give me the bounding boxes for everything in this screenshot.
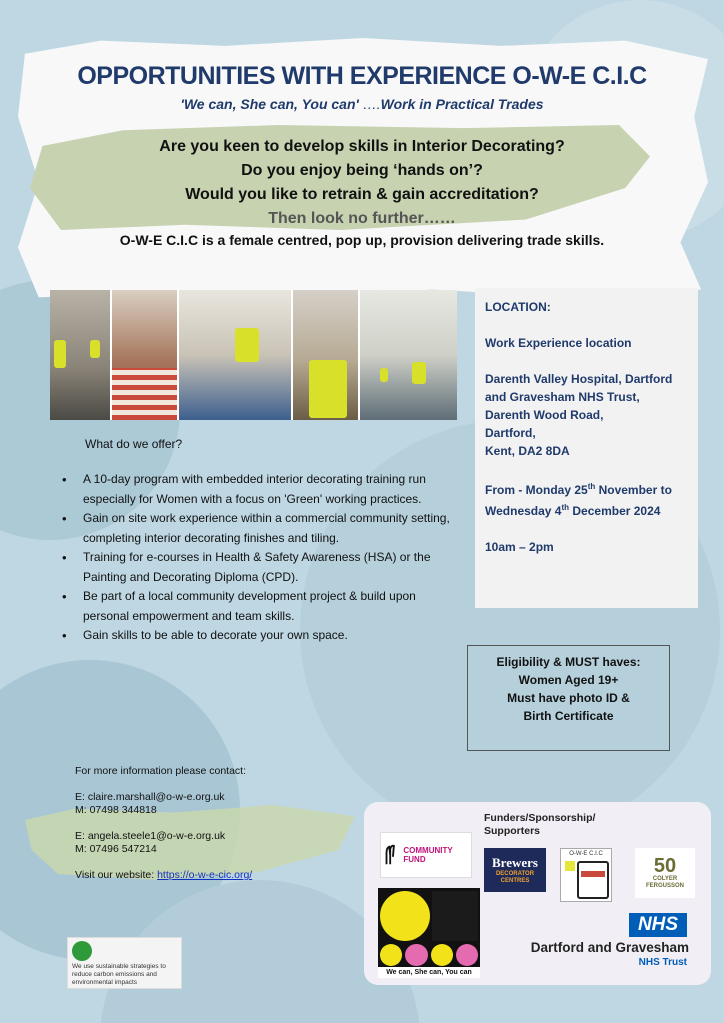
dates-line2-rest: December 2024	[569, 504, 661, 518]
offer-heading: What do we offer?	[85, 437, 183, 451]
page-subtitle	[0, 96, 724, 112]
subtitle-quote: 'We can, She can, You can'	[180, 96, 359, 112]
nhs-trust-label: NHS Trust	[638, 957, 687, 968]
website-label: Visit our website:	[75, 869, 158, 881]
location-type: Work Experience location	[485, 336, 632, 350]
globe-icon	[72, 941, 92, 961]
eligibility-line: Women Aged 19+	[518, 673, 619, 687]
sustainability-text: We use sustainable strategies to reduce carbon emissions and environmental impacts	[72, 963, 166, 986]
offer-item: • A 10-day program with embedded interior decorating training run especially for Women with a focus on 'Green' working practices.	[60, 470, 465, 509]
eligibility-heading: Eligibility & MUST haves:	[496, 655, 641, 669]
funders-heading: Funders/Sponsorship/ Supporters	[484, 812, 596, 837]
nhs-logo: NHS	[629, 913, 687, 937]
nhs-trust-name: Dartford and Gravesham	[530, 940, 689, 955]
photo-2	[112, 290, 178, 420]
brewers-sub: DECORATOR CENTRES	[495, 871, 535, 884]
location-time: 10am – 2pm	[485, 540, 554, 554]
owe-label: O-W-E C.I.C	[569, 851, 603, 857]
colyer-number: 50	[653, 855, 677, 877]
offer-item: • Training for e-courses in Health & Safety Awareness (HSA) or the Painting and Decorating Diploma (CPD).	[60, 548, 465, 587]
offer-item: • Be part of a local community development project & build upon personal empowerment and team skills.	[60, 587, 465, 626]
location-heading: LOCATION:	[485, 300, 551, 314]
address-line: and Gravesham NHS Trust,	[485, 390, 640, 404]
contact-email-2[interactable]: E: angela.steele1@o-w-e.org.uk	[75, 830, 226, 842]
sustainability-note	[67, 937, 182, 989]
website-line	[75, 869, 252, 882]
crossed-fingers-icon	[381, 843, 399, 867]
offer-list	[60, 470, 465, 646]
offer-item: • Gain on site work experience within a commercial community setting, completing interior decorating finishes and tiling.	[60, 509, 465, 548]
dates-sup-1: th	[587, 482, 596, 491]
page-title: OPPORTUNITIES WITH EXPERIENCE O-W-E C.I.C	[77, 62, 647, 90]
question-1: Are you keen to develop skills in Interior Decorating?	[159, 138, 565, 155]
photo-3	[179, 290, 290, 420]
question-3: Would you like to retrain & gain accreditation?	[185, 186, 539, 203]
subtitle-rest: Work in Practical Trades	[380, 96, 544, 112]
we-can-she-can-logo	[378, 888, 480, 978]
eligibility-box	[467, 645, 670, 751]
contact-heading: For more information please contact:	[75, 765, 246, 777]
photo-strip	[50, 290, 457, 420]
address-line: Dartford,	[485, 426, 536, 440]
address-line: Darenth Wood Road,	[485, 408, 604, 422]
dates-prefix: From - Monday 25	[485, 483, 588, 497]
website-link[interactable]: https://o-w-e-cic.org/	[157, 869, 253, 881]
contact-email-1[interactable]: E: claire.marshall@o-w-e.org.uk	[75, 791, 225, 803]
eligibility-line: Must have photo ID &	[507, 691, 630, 705]
colyer-name: COLYER FERGUSSON	[645, 876, 684, 889]
photo-4	[293, 290, 359, 420]
dates-sup-2: th	[561, 503, 570, 512]
circle-footer: We can, She can, You can	[378, 967, 480, 978]
contact-phone-1[interactable]: M: 07498 344818	[75, 804, 157, 816]
brewers-name: Brewers	[492, 855, 538, 870]
address-line: Kent, DA2 8DA	[485, 444, 570, 458]
offer-item: • Gain skills to be able to decorate your own space.	[60, 626, 465, 646]
community-fund-text: COMMUNITY FUND	[403, 846, 453, 864]
location-address	[485, 370, 688, 460]
location-panel	[475, 288, 698, 608]
question-2: Do you enjoy being ‘hands on’?	[241, 162, 483, 179]
brewers-logo	[484, 848, 546, 892]
photo-5	[360, 290, 457, 420]
dates-line2-prefix: Wednesday 4	[485, 504, 562, 518]
subtitle-dots: ….	[362, 96, 381, 112]
eligibility-line: Birth Certificate	[523, 709, 614, 723]
funders-panel	[364, 802, 711, 985]
location-dates	[485, 478, 688, 520]
question-4: Then look no further……	[268, 210, 456, 227]
tagline: O-W-E C.I.C is a female centred, pop up, provision delivering trade skills.	[119, 232, 605, 248]
photo-1	[50, 290, 110, 420]
dates-mid: November to	[595, 483, 672, 497]
address-line: Darenth Valley Hospital, Dartford	[485, 372, 673, 386]
colyer-fergusson-logo	[635, 848, 695, 898]
community-fund-logo	[380, 832, 472, 878]
contact-block	[75, 765, 252, 882]
contact-phone-2[interactable]: M: 07496 547214	[75, 843, 157, 855]
owe-logo	[560, 848, 612, 902]
